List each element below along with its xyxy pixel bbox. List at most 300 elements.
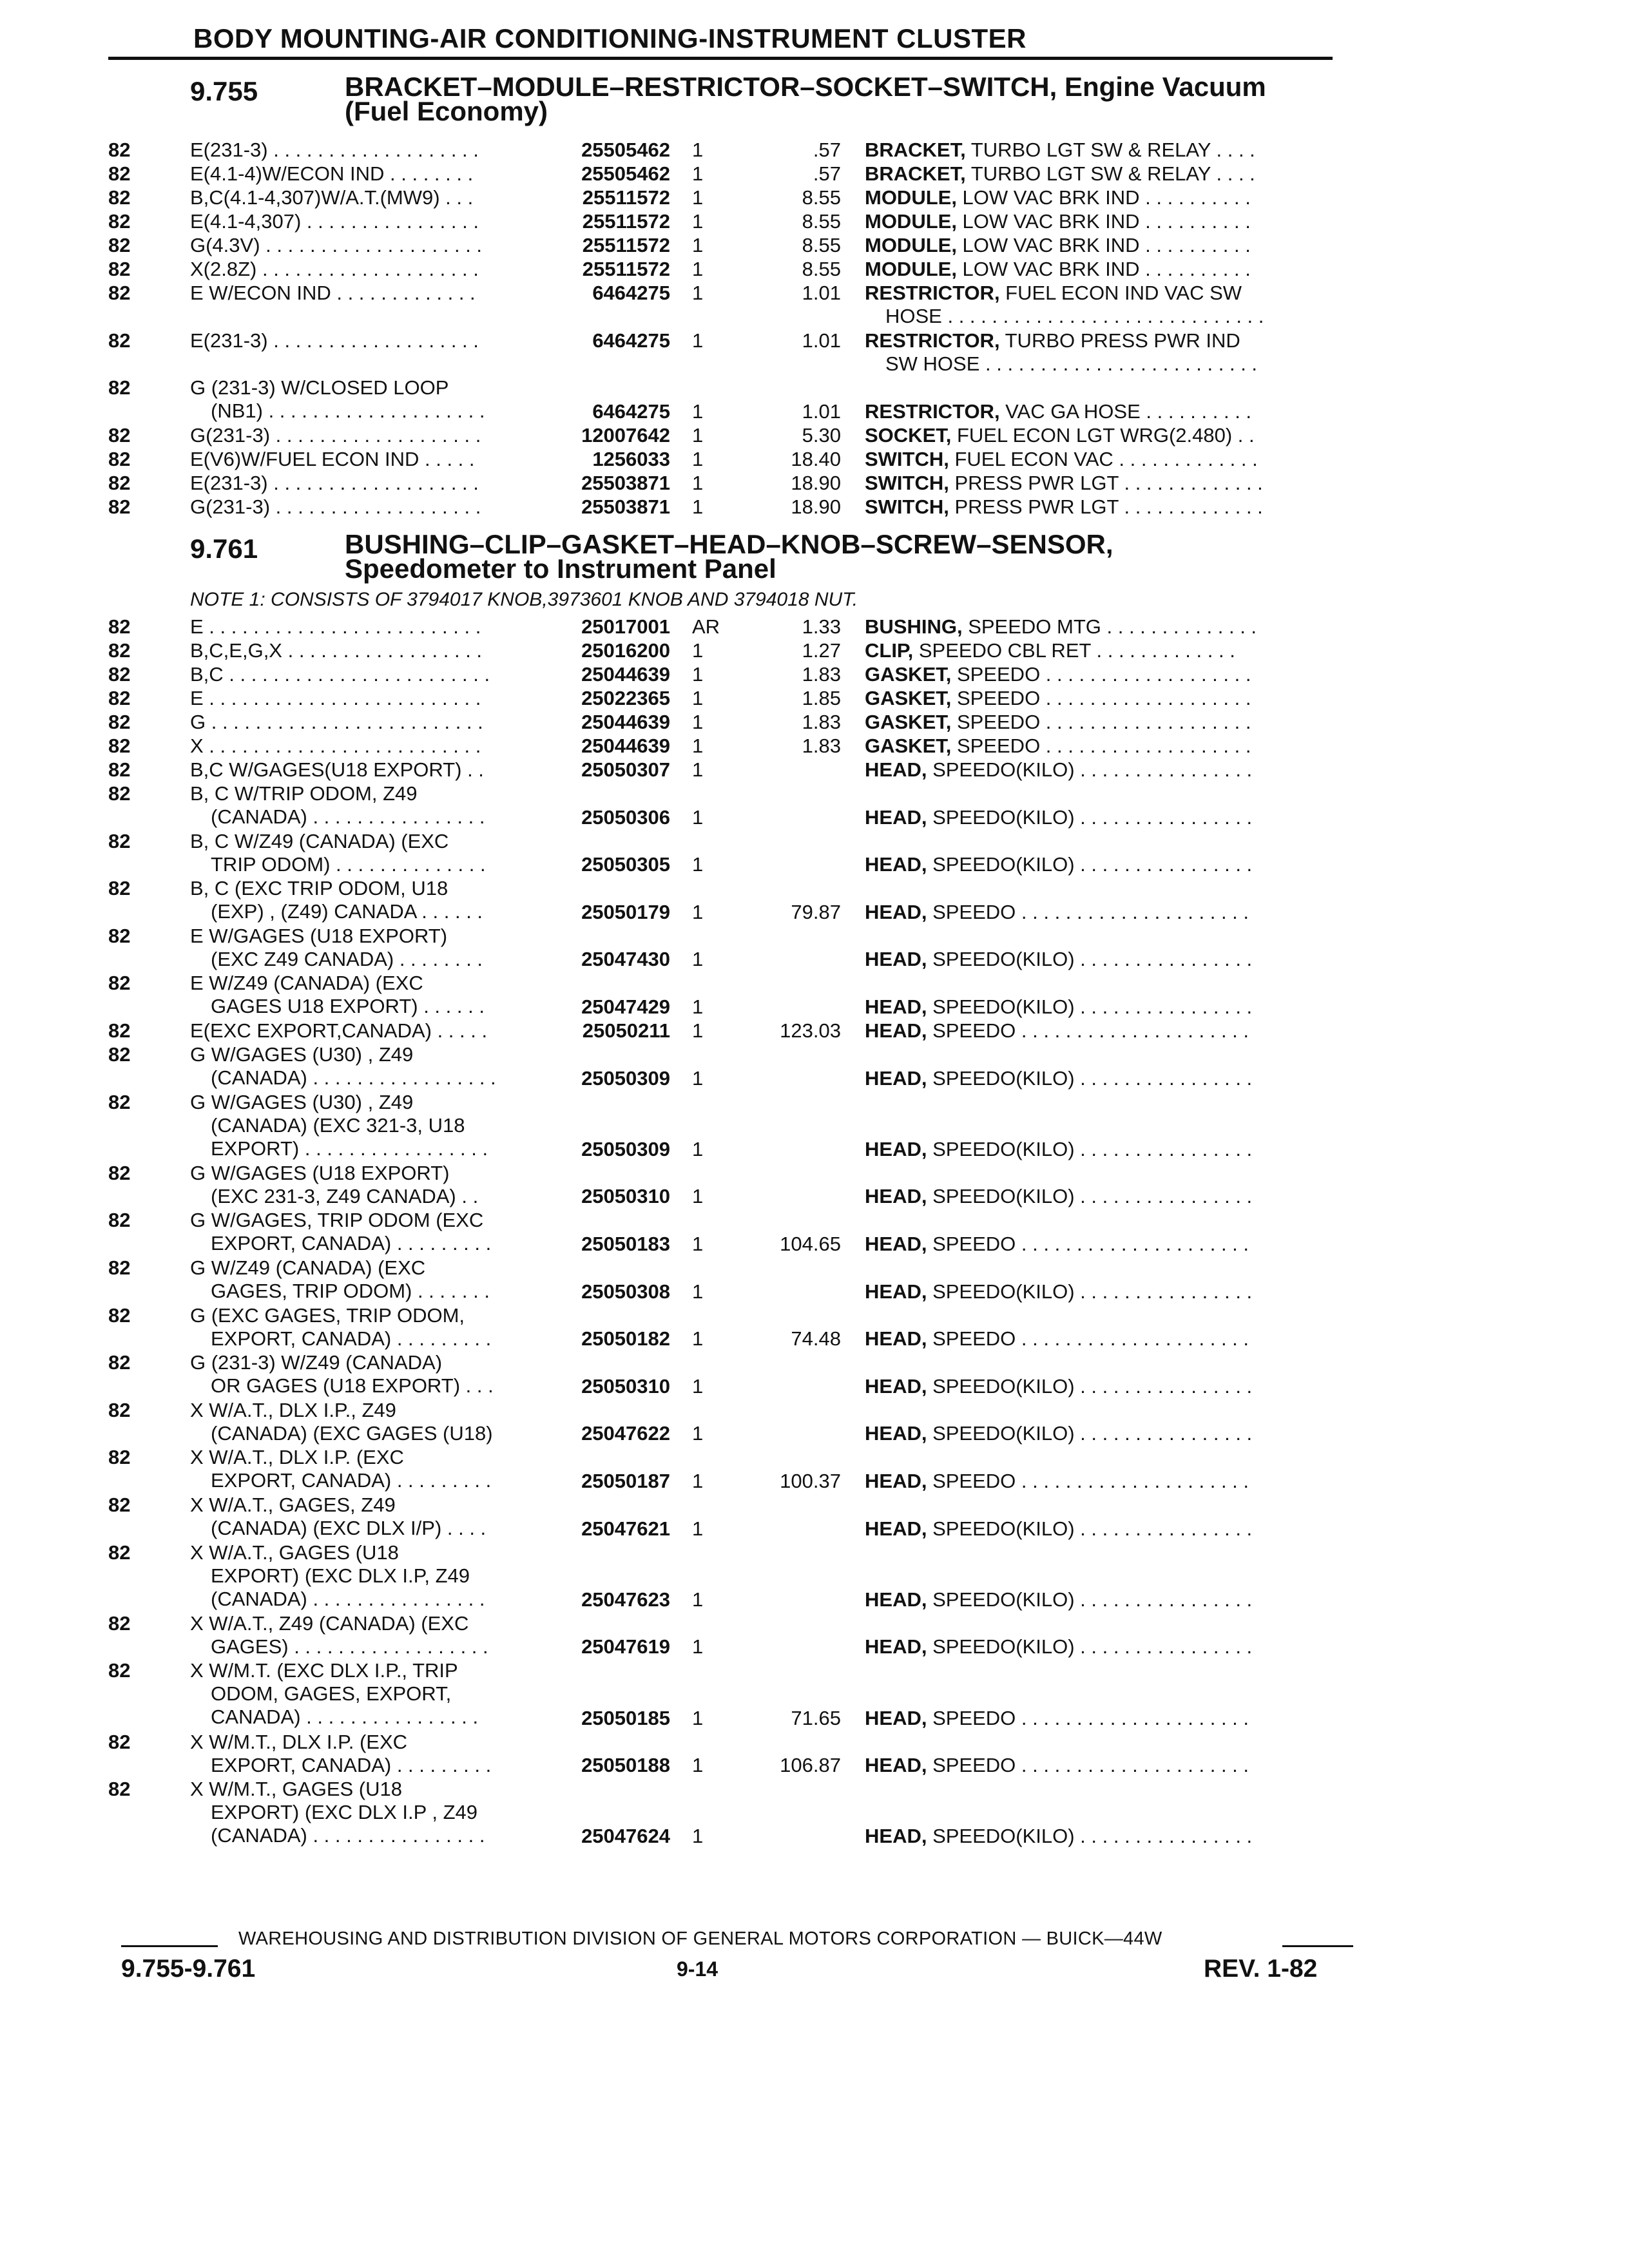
part-number: 25044639 (581, 711, 670, 733)
application-cell (190, 1256, 490, 1303)
description-line (865, 1825, 1252, 1848)
description-text: FUEL ECON LGT WRG(2.480) . . (951, 423, 1255, 447)
description-text: TURBO PRESS PWR IND (999, 329, 1240, 352)
description-line (865, 448, 1258, 471)
application-line: X W/M.T. (EXC DLX I.P., TRIP (190, 1659, 458, 1682)
description-line (865, 1422, 1252, 1445)
model-code: 82 (108, 1090, 131, 1113)
application-line: E W/Z49 (CANADA) (EXC (190, 972, 423, 995)
application-line: G W/GAGES, TRIP ODOM (EXC (190, 1209, 484, 1232)
description-keyword: RESTRICTOR, (865, 282, 1000, 304)
description-text: LOW VAC BRK IND . . . . . . . . . . (956, 258, 1251, 280)
price: 1.33 (802, 615, 841, 638)
description-line (865, 711, 1251, 734)
application-line: GAGES U18 EXPORT) . . . . . . (211, 995, 485, 1018)
description-text: SPEEDO(KILO) . . . . . . . . . . . . . . . . (927, 1825, 1253, 1848)
quantity: 1 (692, 1137, 704, 1160)
description-text: SPEEDO(KILO) . . . . . . . . . . . . . . . . (927, 1422, 1253, 1445)
description-keyword: HEAD, (865, 805, 927, 829)
price: .57 (813, 162, 841, 185)
description-text: SPEEDO . . . . . . . . . . . . . . . . . . . . . (927, 1706, 1249, 1729)
model-code: 82 (108, 1446, 131, 1469)
description-cell (865, 495, 1263, 519)
description-line (865, 806, 1252, 829)
description-text: LOW VAC BRK IND . . . . . . . . . . (956, 186, 1251, 209)
description-keyword: SWITCH, (865, 447, 949, 470)
model-code: 82 (108, 711, 131, 733)
price: 1.01 (802, 399, 841, 423)
model-code: 82 (108, 139, 131, 161)
model-code: 82 (108, 1611, 131, 1635)
application-cell (190, 711, 483, 734)
description-line (865, 1754, 1249, 1777)
model-code: 82 (108, 376, 131, 399)
part-number: 25503871 (581, 495, 670, 518)
part-number: 25050182 (581, 1327, 670, 1350)
description-cell (865, 735, 1251, 758)
description-cell (865, 1233, 1249, 1256)
description-text: SPEEDO(KILO) . . . . . . . . . . . . . . . . (927, 758, 1253, 781)
quantity: 1 (692, 447, 704, 470)
description-keyword: GASKET, (865, 735, 952, 757)
footer-division-line: WAREHOUSING AND DISTRIBUTION DIVISION OF GENERAL MOTORS CORPORATION — BUICK—44W (238, 1928, 1162, 1949)
description-line (865, 1707, 1249, 1730)
part-number: 25044639 (581, 735, 670, 757)
description-text: SPEEDO . . . . . . . . . . . . . . . . . . . . . (927, 1232, 1249, 1255)
application-line: B, C W/Z49 (CANADA) (EXC (190, 829, 449, 852)
section-note: NOTE 1: CONSISTS OF 3794017 KNOB,3973601 KNOB AND 3794018 NUT. (190, 589, 858, 610)
model-code: 82 (108, 1161, 131, 1184)
application-line: EXPORT, CANADA) . . . . . . . . . (211, 1753, 492, 1776)
description-text: TURBO LGT SW & RELAY . . . . (965, 162, 1255, 185)
model-code: 82 (108, 234, 131, 256)
part-number: 25047623 (581, 1588, 670, 1611)
application-line: B,C . . . . . . . . . . . . . . . . . . . . . . . . (190, 663, 490, 686)
description-line (865, 1138, 1252, 1161)
application-line: (NB1) . . . . . . . . . . . . . . . . . . . . (211, 399, 485, 423)
quantity: 1 (692, 423, 704, 447)
description-keyword: HEAD, (865, 1754, 927, 1777)
part-number: 25505462 (581, 162, 670, 185)
application-line: E(231-3) . . . . . . . . . . . . . . . . . . . (190, 471, 479, 494)
description-keyword: SOCKET, (865, 423, 952, 447)
description-cell (865, 258, 1251, 281)
description-keyword: HEAD, (865, 1327, 927, 1350)
price: 8.55 (802, 258, 841, 280)
description-line (865, 687, 1251, 710)
section-title: BRACKET–MODULE–RESTRICTOR–SOCKET–SWITCH, Engine Vacuum (345, 72, 1266, 102)
model-code: 82 (108, 495, 131, 518)
part-number: 25050188 (581, 1754, 670, 1777)
description-line (865, 853, 1252, 876)
application-line: (EXC Z49 CANADA) . . . . . . . . (211, 947, 483, 970)
description-line (865, 1185, 1252, 1208)
application-line: G (EXC GAGES, TRIP ODOM, (190, 1303, 465, 1327)
description-keyword: HEAD, (865, 1280, 927, 1303)
model-code: 82 (108, 1303, 131, 1327)
quantity: 1 (692, 1422, 704, 1445)
quantity: 1 (692, 495, 704, 518)
description-line (865, 1019, 1249, 1043)
description-line (865, 472, 1263, 495)
description-cell (865, 1422, 1252, 1445)
part-number: 25050310 (581, 1185, 670, 1208)
part-number: 25050179 (581, 900, 670, 923)
page-header: BODY MOUNTING-AIR CONDITIONING-INSTRUMENT CLUSTER (193, 23, 1027, 53)
application-cell (190, 1731, 491, 1777)
description-line (865, 995, 1252, 1019)
description-cell (865, 448, 1258, 471)
application-cell (190, 639, 482, 662)
section-number: 9.761 (190, 533, 258, 564)
description-cell (865, 1185, 1252, 1208)
description-text: SPEEDO . . . . . . . . . . . . . . . . . . . (951, 663, 1251, 686)
description-cell (865, 1138, 1252, 1161)
quantity: 1 (692, 1327, 704, 1350)
application-cell (190, 925, 483, 971)
application-line: G W/GAGES (U30) , Z49 (190, 1090, 414, 1113)
application-cell (190, 329, 479, 352)
quantity: 1 (692, 258, 704, 280)
section-title: BUSHING–CLIP–GASKET–HEAD–KNOB–SCREW–SENSOR, (345, 529, 1113, 559)
description-line (865, 948, 1252, 971)
application-line: X W/A.T., DLX I.P. (EXC (190, 1446, 404, 1469)
description-text: SPEEDO(KILO) . . . . . . . . . . . . . . . . (927, 1517, 1253, 1540)
description-keyword: RESTRICTOR, (865, 399, 1000, 423)
description-keyword: HEAD, (865, 1422, 927, 1445)
description-text: FUEL ECON IND VAC SW (999, 282, 1242, 304)
description-text: SPEEDO . . . . . . . . . . . . . . . . . . . . . (927, 1754, 1249, 1777)
application-line: X W/A.T., DLX I.P., Z49 (190, 1398, 396, 1421)
description-text: SPEEDO . . . . . . . . . . . . . . . . . . . . . (927, 1469, 1249, 1492)
quantity: 1 (692, 1825, 704, 1848)
application-line: X W/A.T., Z49 (CANADA) (EXC (190, 1611, 469, 1635)
footer-revision: REV. 1-82 (1204, 1955, 1318, 1983)
application-line: E . . . . . . . . . . . . . . . . . . . . . . . . . (190, 615, 481, 638)
part-number: 12007642 (581, 423, 670, 447)
model-code: 82 (108, 1541, 131, 1564)
part-number: 25050305 (581, 853, 670, 876)
application-line: E . . . . . . . . . . . . . . . . . . . . . . . . . (190, 687, 481, 709)
model-code: 82 (108, 282, 131, 304)
application-cell (190, 735, 481, 758)
application-line: (CANADA) . . . . . . . . . . . . . . . . (211, 1587, 485, 1610)
model-code: 82 (108, 1351, 131, 1374)
price: 18.90 (791, 471, 841, 494)
application-line: G(231-3) . . . . . . . . . . . . . . . . . . . (190, 423, 481, 447)
quantity: 1 (692, 1588, 704, 1611)
description-keyword: BRACKET, (865, 162, 966, 185)
model-code: 82 (108, 972, 131, 995)
model-code: 82 (108, 735, 131, 757)
description-text: SPEEDO(KILO) . . . . . . . . . . . . . . . . (927, 948, 1253, 971)
description-keyword: MODULE, (865, 210, 957, 233)
description-keyword: GASKET, (865, 711, 952, 733)
application-line: (EXC 231-3, Z49 CANADA) . . (211, 1184, 479, 1207)
model-code: 82 (108, 258, 131, 280)
quantity: 1 (692, 948, 704, 971)
description-text: SPEEDO(KILO) . . . . . . . . . . . . . . . . (927, 1280, 1253, 1303)
description-keyword: MODULE, (865, 234, 957, 256)
description-line (865, 663, 1251, 686)
part-number: 25022365 (581, 687, 670, 709)
application-cell (190, 877, 483, 923)
application-line: G W/GAGES (U30) , Z49 (190, 1043, 414, 1066)
description-keyword: BUSHING, (865, 615, 963, 638)
description-text: SPEEDO . . . . . . . . . . . . . . . . . . . . . (927, 900, 1249, 923)
model-code: 82 (108, 423, 131, 447)
model-code: 82 (108, 329, 131, 352)
model-code: 82 (108, 471, 131, 494)
application-line: CANADA) . . . . . . . . . . . . . . . . (211, 1706, 479, 1729)
description-keyword: SWITCH, (865, 495, 949, 518)
application-line: G W/GAGES (U18 EXPORT) (190, 1161, 450, 1184)
application-cell (190, 424, 481, 447)
description-line (865, 352, 1257, 376)
application-cell (190, 139, 479, 162)
model-code: 82 (108, 663, 131, 686)
description-keyword: BRACKET, (865, 139, 966, 161)
application-cell (190, 1351, 494, 1398)
description-keyword: SWITCH, (865, 471, 949, 494)
price: 71.65 (791, 1706, 841, 1729)
description-line (865, 1280, 1252, 1303)
description-text: SPEEDO(KILO) . . . . . . . . . . . . . . . . (927, 1635, 1253, 1658)
model-code: 82 (108, 1778, 131, 1801)
description-keyword: GASKET, (865, 687, 952, 709)
application-line: GAGES, TRIP ODOM) . . . . . . . (211, 1280, 490, 1302)
part-number: 25505462 (581, 139, 670, 161)
model-code: 82 (108, 924, 131, 947)
description-cell (865, 1019, 1249, 1043)
quantity: 1 (692, 1280, 704, 1303)
description-cell (865, 1327, 1249, 1350)
application-line: X . . . . . . . . . . . . . . . . . . . . . . . . . (190, 735, 481, 757)
description-text: VAC GA HOSE . . . . . . . . . . (999, 399, 1252, 423)
application-line: B,C,E,G,X . . . . . . . . . . . . . . . . . . (190, 639, 483, 662)
description-cell (865, 162, 1255, 186)
application-cell (190, 1209, 491, 1255)
description-cell (865, 234, 1251, 257)
section-subtitle: Speedometer to Instrument Panel (345, 553, 776, 584)
application-line: E(V6)W/FUEL ECON IND . . . . . (190, 447, 475, 470)
description-line (865, 1327, 1249, 1350)
quantity: 1 (692, 735, 704, 757)
application-line: E(4.1-4,307) . . . . . . . . . . . . . . . . (190, 210, 479, 233)
part-number: 25511572 (582, 210, 670, 233)
application-cell (190, 1399, 493, 1445)
footer-section-range: 9.755-9.761 (121, 1955, 256, 1983)
description-keyword: HEAD, (865, 758, 927, 781)
application-line: G(231-3) . . . . . . . . . . . . . . . . . . . (190, 495, 481, 518)
description-text: SPEEDO CBL RET . . . . . . . . . . . . . (913, 639, 1235, 662)
description-keyword: HEAD, (865, 1374, 927, 1398)
quantity: 1 (692, 162, 704, 185)
description-text: SPEEDO . . . . . . . . . . . . . . . . . . . . . (927, 1327, 1249, 1350)
quantity: 1 (692, 853, 704, 876)
part-number: 6464275 (592, 282, 670, 304)
quantity: 1 (692, 1706, 704, 1729)
section-subtitle: (Fuel Economy) (345, 96, 548, 126)
description-cell (865, 806, 1252, 829)
description-cell (865, 1375, 1252, 1398)
application-line: (CANADA) . . . . . . . . . . . . . . . . (211, 1824, 485, 1847)
footer-rule-left (121, 1945, 218, 1947)
model-code: 82 (108, 1256, 131, 1279)
description-text: SPEEDO . . . . . . . . . . . . . . . . . . . (951, 687, 1251, 709)
description-cell (865, 1470, 1249, 1493)
application-line: X(2.8Z) . . . . . . . . . . . . . . . . . . . . (190, 258, 479, 280)
model-code: 82 (108, 447, 131, 470)
model-code: 82 (108, 687, 131, 709)
description-line (865, 400, 1251, 423)
application-line: ODOM, GAGES, EXPORT, (211, 1682, 452, 1706)
application-line: E W/GAGES (U18 EXPORT) (190, 924, 448, 947)
part-number: 25511572 (582, 258, 670, 280)
part-number: 25047621 (581, 1517, 670, 1540)
description-keyword: HEAD, (865, 995, 927, 1018)
application-cell (190, 1019, 487, 1043)
application-cell (190, 1162, 478, 1208)
application-line: EXPORT, CANADA) . . . . . . . . . (211, 1232, 492, 1255)
description-line (865, 495, 1263, 519)
part-number: 25047624 (581, 1825, 670, 1848)
description-line (865, 1588, 1252, 1611)
description-keyword: HEAD, (865, 1825, 927, 1848)
description-text: PRESS PWR LGT . . . . . . . . . . . . . (949, 471, 1263, 494)
application-cell (190, 1659, 478, 1729)
application-cell (190, 758, 484, 782)
quantity: 1 (692, 1754, 704, 1777)
part-number: 25511572 (582, 234, 670, 256)
description-keyword: HEAD, (865, 1635, 927, 1658)
application-line: (CANADA) (EXC 321-3, U18 (211, 1113, 465, 1137)
model-code: 82 (108, 1398, 131, 1421)
application-line: EXPORT) . . . . . . . . . . . . . . . . . (211, 1137, 488, 1160)
description-cell (865, 901, 1249, 924)
application-cell (190, 1778, 485, 1847)
description-text: HOSE . . . . . . . . . . . . . . . . . . . . . . . . . . . . . (885, 305, 1264, 327)
description-cell (865, 1588, 1252, 1611)
price: 18.40 (791, 447, 841, 470)
description-keyword: HEAD, (865, 1019, 927, 1042)
part-number: 6464275 (592, 329, 670, 352)
description-cell (865, 1825, 1252, 1848)
part-number: 25050310 (581, 1374, 670, 1398)
application-line: X W/M.T., DLX I.P. (EXC (190, 1730, 408, 1753)
description-line (865, 1517, 1252, 1541)
model-code: 82 (108, 782, 131, 805)
application-line: OR GAGES (U18 EXPORT) . . . (211, 1374, 494, 1398)
description-keyword: HEAD, (865, 1706, 927, 1729)
quantity: AR (692, 615, 720, 638)
quantity: 1 (692, 687, 704, 709)
description-text: SPEEDO(KILO) . . . . . . . . . . . . . . . . (927, 1066, 1253, 1090)
description-text: SW HOSE . . . . . . . . . . . . . . . . . . . . . . . . . (885, 352, 1258, 375)
description-text: SPEEDO(KILO) . . . . . . . . . . . . . . . . (927, 805, 1253, 829)
application-cell (190, 830, 486, 876)
description-cell (865, 472, 1263, 495)
application-cell (190, 376, 485, 423)
description-text: PRESS PWR LGT . . . . . . . . . . . . . (949, 495, 1263, 518)
part-number: 25017001 (581, 615, 670, 638)
description-line (865, 258, 1251, 281)
application-line: EXPORT) (EXC DLX I.P, Z49 (211, 1564, 470, 1587)
model-code: 82 (108, 162, 131, 185)
quantity: 1 (692, 1374, 704, 1398)
price: 1.83 (802, 735, 841, 757)
description-keyword: HEAD, (865, 1517, 927, 1540)
application-cell (190, 1304, 491, 1350)
part-number: 25503871 (581, 471, 670, 494)
description-line (865, 305, 1264, 328)
description-keyword: MODULE, (865, 258, 957, 280)
quantity: 1 (692, 329, 704, 352)
description-keyword: HEAD, (865, 900, 927, 923)
description-line (865, 1375, 1252, 1398)
application-line: X W/A.T., GAGES, Z49 (190, 1494, 396, 1516)
quantity: 1 (692, 399, 704, 423)
description-cell (865, 663, 1251, 686)
description-cell (865, 758, 1252, 782)
description-keyword: MODULE, (865, 186, 957, 209)
description-keyword: HEAD, (865, 1469, 927, 1492)
description-keyword: HEAD, (865, 1066, 927, 1090)
model-code: 82 (108, 758, 131, 781)
description-text: LOW VAC BRK IND . . . . . . . . . . (956, 210, 1251, 233)
price: 8.55 (802, 186, 841, 209)
price: 1.27 (802, 639, 841, 662)
quantity: 1 (692, 1635, 704, 1658)
application-line: G(4.3V) . . . . . . . . . . . . . . . . . . . . (190, 234, 483, 256)
description-line (865, 735, 1251, 758)
price: 18.90 (791, 495, 841, 518)
application-cell (190, 1043, 496, 1090)
description-cell (865, 186, 1251, 209)
model-code: 82 (108, 615, 131, 638)
application-line: E(231-3) . . . . . . . . . . . . . . . . . . . (190, 139, 479, 161)
application-line: TRIP ODOM) . . . . . . . . . . . . . . (211, 852, 486, 876)
description-cell (865, 329, 1257, 376)
application-cell (190, 162, 473, 186)
model-code: 82 (108, 1043, 131, 1066)
description-line (865, 1470, 1249, 1493)
description-text: TURBO LGT SW & RELAY . . . . (965, 139, 1255, 161)
part-number: 25044639 (581, 663, 670, 686)
description-cell (865, 995, 1252, 1019)
description-line (865, 162, 1255, 186)
model-code: 82 (108, 186, 131, 209)
description-line (865, 1233, 1249, 1256)
description-cell (865, 1280, 1252, 1303)
application-cell (190, 1446, 491, 1492)
part-number: 25050309 (581, 1066, 670, 1090)
description-line (865, 758, 1252, 782)
description-text: SPEEDO MTG . . . . . . . . . . . . . . (962, 615, 1257, 638)
description-text: SPEEDO(KILO) . . . . . . . . . . . . . . . . (927, 1137, 1253, 1160)
description-cell (865, 1635, 1252, 1658)
part-number: 25050187 (581, 1469, 670, 1492)
description-keyword: RESTRICTOR, (865, 329, 1000, 352)
application-cell (190, 1612, 488, 1658)
price: 1.01 (802, 282, 841, 304)
application-line: G W/Z49 (CANADA) (EXC (190, 1256, 426, 1279)
quantity: 1 (692, 1469, 704, 1492)
part-number: 25016200 (581, 639, 670, 662)
description-line (865, 210, 1251, 233)
application-cell (190, 234, 482, 257)
quantity: 1 (692, 139, 704, 161)
